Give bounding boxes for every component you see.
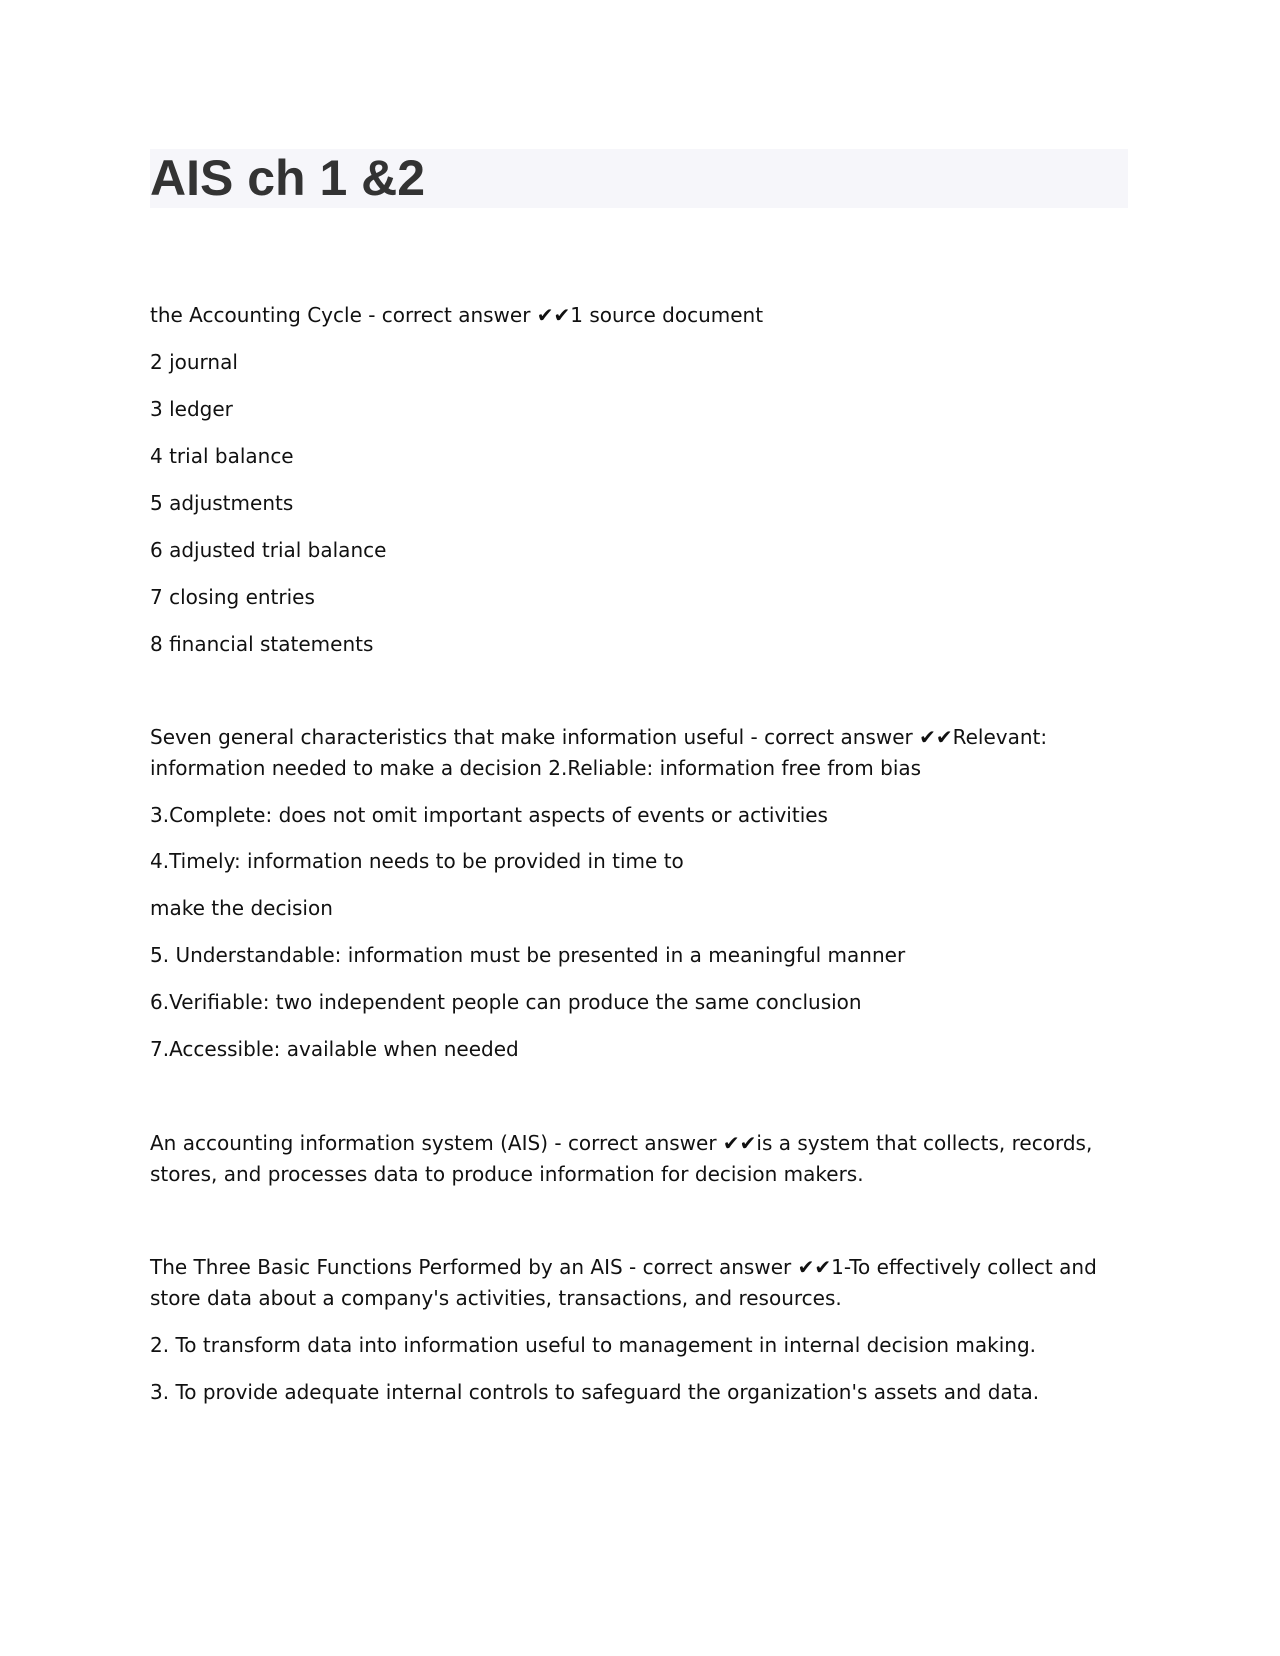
list-item: 3 ledger xyxy=(150,397,233,421)
list-item: 7 closing entries xyxy=(150,585,315,609)
list-item: 3. To provide adequate internal controls to safeguard the organization's assets and data. xyxy=(150,1380,1040,1404)
list-item: 5 adjustments xyxy=(150,491,294,515)
list-item: 5. Understandable: information must be presented in a meaningful manner xyxy=(150,943,906,967)
list-item: 2. To transform data into information useful to management in internal decision making. xyxy=(150,1333,1037,1357)
list-item: 8 financial statements xyxy=(150,632,374,656)
list-item: 2 journal xyxy=(150,350,238,374)
list-item: 4 trial balance xyxy=(150,444,294,468)
characteristics-question: Seven general characteristics that make information useful - correct answer ✔✔Relevant: information needed to make a decision 2.Reliable: information free from bias xyxy=(150,725,1048,780)
list-item: 7.Accessible: available when needed xyxy=(150,1037,519,1061)
list-item: 4.Timely: information needs to be provided in time to xyxy=(150,849,684,873)
list-item: make the decision xyxy=(150,896,333,920)
ais-definition-question: An accounting information system (AIS) - correct answer ✔✔is a system that collects, records, stores, and processes data to produce information for decision makers. xyxy=(150,1131,1093,1186)
ais-functions-question: The Three Basic Functions Performed by an AIS - correct answer ✔✔1-To effectively collect and store data about a company's activities, transactions, and resources. xyxy=(150,1255,1097,1310)
list-item: 3.Complete: does not omit important aspects of events or activities xyxy=(150,803,828,827)
page-title: AIS ch 1 &2 xyxy=(150,150,426,206)
list-item: 6.Verifiable: two independent people can produce the same conclusion xyxy=(150,990,862,1014)
list-item: 6 adjusted trial balance xyxy=(150,538,387,562)
accounting-cycle-question: the Accounting Cycle - correct answer ✔✔1 source document xyxy=(150,303,764,327)
